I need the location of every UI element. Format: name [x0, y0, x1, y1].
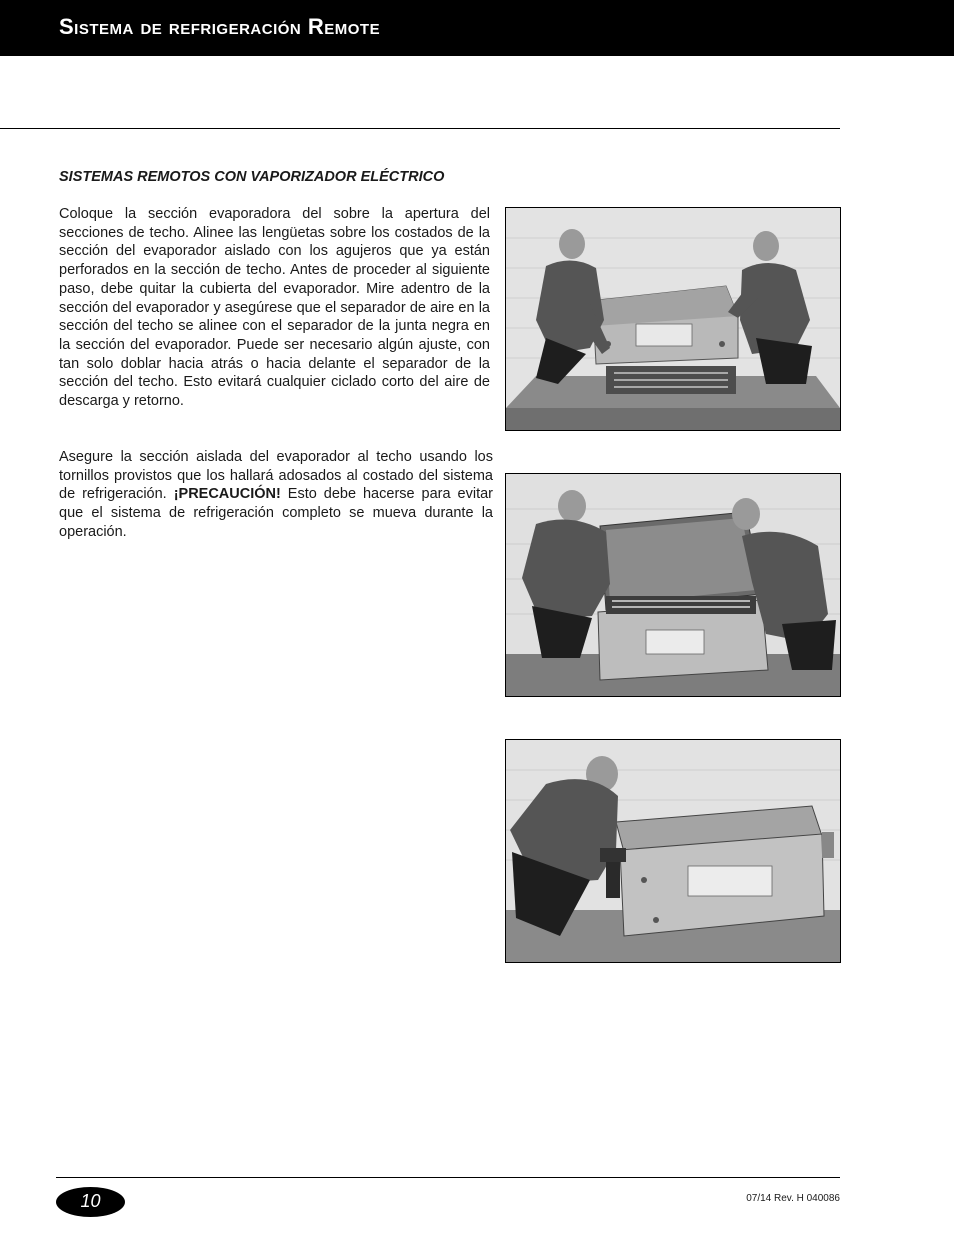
page-number-badge: [56, 1187, 125, 1217]
caution-label: ¡PRECAUCIÓN!: [173, 486, 281, 503]
photo-fastening-evaporator-illustration: [506, 740, 840, 962]
paragraph-text: Asegure la sección aislada del evaporador al techo usando los tornillos provistos que los hallará adosados al costado del sistema de refrigeración.: [59, 449, 493, 503]
footer-divider: [56, 1177, 840, 1178]
photo-placing-evaporator-illustration: [506, 208, 840, 430]
photo-evaporator-cover-open-illustration: [506, 474, 840, 696]
top-divider: [0, 128, 840, 129]
photo-fastening-evaporator: [505, 739, 841, 963]
paragraph-align-evaporator: Coloque la sección evaporadora del sobre la apertura del secciones de techo. Alinee las lengüetas sobre los costados de la sección del evaporador aislado con los agujeros que ya están perforados en la sección de techo. Antes de proceder al siguiente paso, debe quitar la cubierta del evaporador. Mire adentro de la sección del evaporador y asegúrese que el separador de aire en la sección del techo se alinee con el separador de la junta negra en la sección del evaporador. Puede ser necesario algún ajuste, con tan solo doblar hacia atrás o hacia delante el separador de la sección del techo. Esto evitará cualquier ciclado corto del aire de descarga y retorno.: [59, 206, 490, 410]
photo-placing-evaporator: [505, 207, 841, 431]
paragraph-text: Esto debe hacerse para evitar que el sistema de refrigeración completo se mueva durante la operación.: [59, 486, 493, 540]
paragraph-secure-evaporator: [59, 448, 493, 542]
revision-info: 07/14 Rev. H 040086: [746, 1193, 840, 1204]
photo-evaporator-cover-open: [505, 473, 841, 697]
page-number: 10: [80, 1191, 101, 1211]
page-header-title: Sistema de refrigeración Remote: [59, 14, 381, 39]
header-bar: [0, 0, 954, 56]
section-title: SISTEMAS REMOTOS CON VAPORIZADOR ELÉCTRICO: [59, 169, 445, 185]
